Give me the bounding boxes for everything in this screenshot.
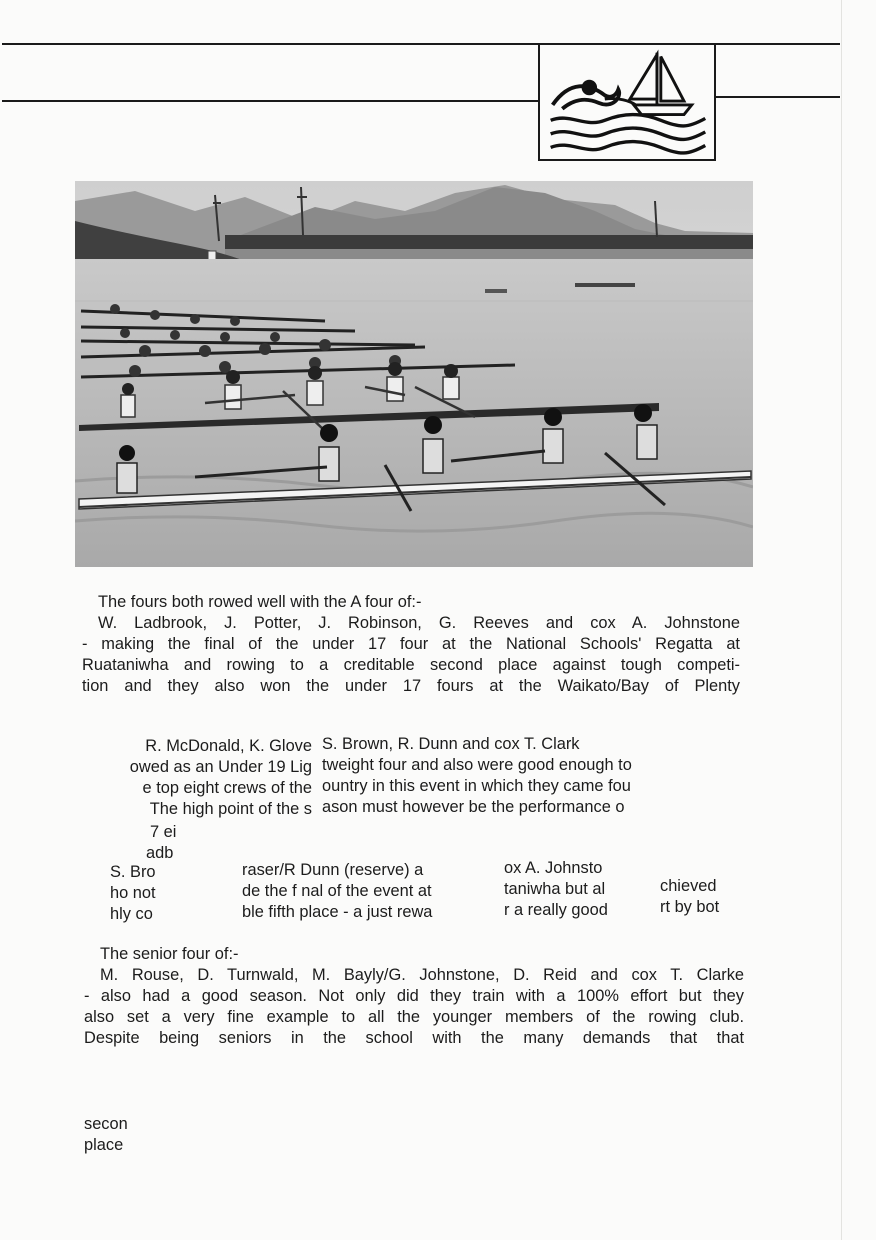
text-line: S. Bro [110,863,156,881]
text-line: adb [146,844,174,862]
rowing-regatta-photo [75,181,753,567]
text-line: ountry in this event in which they came fou [322,777,631,795]
text-line: rt by bot [660,898,720,916]
text-line: also set a very fine example to all the younger members of the rowing club. [84,1008,744,1026]
text-line: ble fifth place - a just rewa [242,903,433,921]
text-line: The high point of the s [149,800,312,818]
text-line: - also had a good season. Not only did they train with a 100% effort but they [84,987,744,1005]
text-fragment-column-3 [504,858,608,921]
text-line: W. Ladbrook, J. Potter, J. Robinson, G. Reeves and cox A. Johnstone [98,614,740,632]
text-line: M. Rouse, D. Turnwald, M. Bayly/G. Johnstone, D. Reid and cox T. Clarke [100,966,744,984]
text-line: ason must however be the performance o [322,798,625,816]
text-line: r a really good [504,901,608,919]
swimmer-and-sailboat-icon [540,45,714,159]
text-line: raser/R Dunn (reserve) a [242,861,424,879]
text-fragment-footer [84,1114,128,1156]
text-line: The fours both rowed well with the A four of:- [98,593,422,611]
text-line: ho not [110,884,156,902]
text-line: tion and they also won the under 17 fours at the Waikato/Bay of Plenty [82,677,740,695]
text-line: - making the final of the under 17 four at the National Schools' Regatta at [82,635,740,653]
text-line: ox A. Johnsto [504,859,603,877]
text-line: owed as an Under 19 Lig [129,758,312,776]
section-logo [538,43,716,161]
text-line: de the f nal of the event at [242,882,432,900]
text-fragment-column-1 [110,862,156,925]
text-line: S. Brown, R. Dunn and cox T. Clark [322,735,580,753]
header-rule-bottom-left [2,100,538,102]
header-rule-bottom-right [716,96,840,98]
text-line: taniwha but al [504,880,606,898]
text-line: 7 ei [150,823,177,841]
text-fragment-block [146,822,176,864]
text-line: The senior four of:- [100,945,239,963]
text-line: chieved [660,877,717,895]
text-line: Ruataniwha and rowing to a creditable second place against tough competi- [82,656,740,674]
paragraph-lightweight-four-right [322,734,712,818]
text-line: e top eight crews of the [142,779,312,797]
page-edge [841,0,842,1240]
paragraph-lightweight-four-left [100,736,312,820]
text-line: hly co [110,905,153,923]
text-line: secon [84,1115,128,1133]
text-line: place [84,1136,124,1154]
text-fragment-column-4 [660,876,719,918]
paragraph-a-four [82,592,740,697]
text-line: tweight four and also were good enough to [322,756,632,774]
paragraph-senior-four [84,944,744,1049]
text-line: R. McDonald, K. Glove [145,737,312,755]
text-line: Despite being seniors in the school with the many demands that that [84,1029,744,1047]
text-fragment-column-2 [242,860,432,923]
